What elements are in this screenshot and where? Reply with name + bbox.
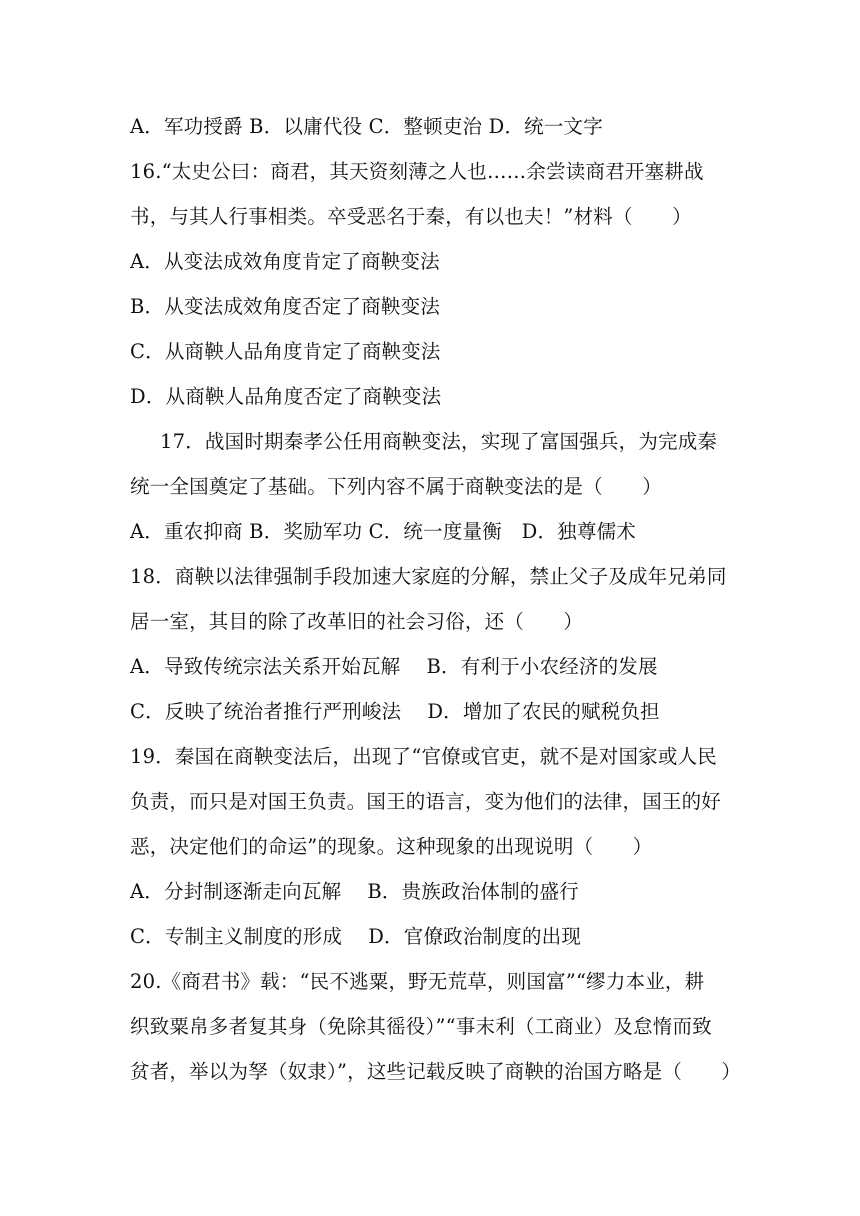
q16-stem-line-2: 书，与其人行事相类。卒受恶名于秦，有以也夫！”材料（ ） [130,205,692,228]
q17-stem-line-2: 统一全国奠定了基础。下列内容不属于商鞅变法的是（ ） [130,475,662,498]
q19-stem-line-3: 恶，决定他们的命运”的现象。这种现象的出现说明（ ） [130,835,653,858]
q17-stem-line-1: 17．战国时期秦孝公任用商鞅变法，实现了富国强兵，为完成秦 [160,430,718,453]
q15-options: A．军功授爵 B．以庸代役 C．整顿吏治 D．统一文字 [130,115,603,138]
q16-option-d: D．从商鞅人品角度否定了商鞅变法 [130,385,442,408]
q16-option-c: C．从商鞅人品角度肯定了商鞅变法 [130,340,441,363]
q19-stem-line-2: 负责，而只是对国王负责。国王的语言，变为他们的法律，国王的好 [130,790,722,813]
q16-stem-line-1: 16.“太史公曰：商君，其天资刻薄之人也……余尝读商君开塞耕战 [130,160,704,183]
q18-options-ab: A．导致传统宗法关系开始瓦解 B．有利于小农经济的发展 [130,655,658,678]
q18-stem-line-1: 18．商鞅以法律强制手段加速大家庭的分解，禁止父子及成年兄弟同 [130,565,727,588]
q16-option-a: A．从变法成效角度肯定了商鞅变法 [130,250,440,273]
q18-options-cd: C．反映了统治者推行严刑峻法 D．增加了农民的赋税负担 [130,700,660,723]
q19-options-cd: C．专制主义制度的形成 D．官僚政治制度的出现 [130,925,582,948]
q20-stem-line-2: 织致粟帛多者复其身（免除其徭役）”“事末利（工商业）及怠惰而致 [130,1015,712,1038]
q16-option-b: B．从变法成效角度否定了商鞅变法 [130,295,441,318]
q17-options: A．重农抑商 B．奖励军功 C．统一度量衡 D．独尊儒术 [130,520,636,543]
q20-stem-line-1: 20.《商君书》载：“民不逃粟，野无荒草，则国富”“缪力本业，耕 [130,970,705,993]
q18-stem-line-2: 居一室，其目的除了改革旧的社会习俗，还（ ） [130,610,584,633]
q19-stem-line-1: 19．秦国在商鞅变法后，出现了“官僚或官吏，就不是对国家或人民 [130,745,717,768]
q20-stem-line-3: 贫者，举以为孥（奴隶）”，这些记载反映了商鞅的治国方略是（ ） [130,1060,742,1083]
q19-options-ab: A．分封制逐渐走向瓦解 B．贵族政治体制的盛行 [130,880,579,903]
